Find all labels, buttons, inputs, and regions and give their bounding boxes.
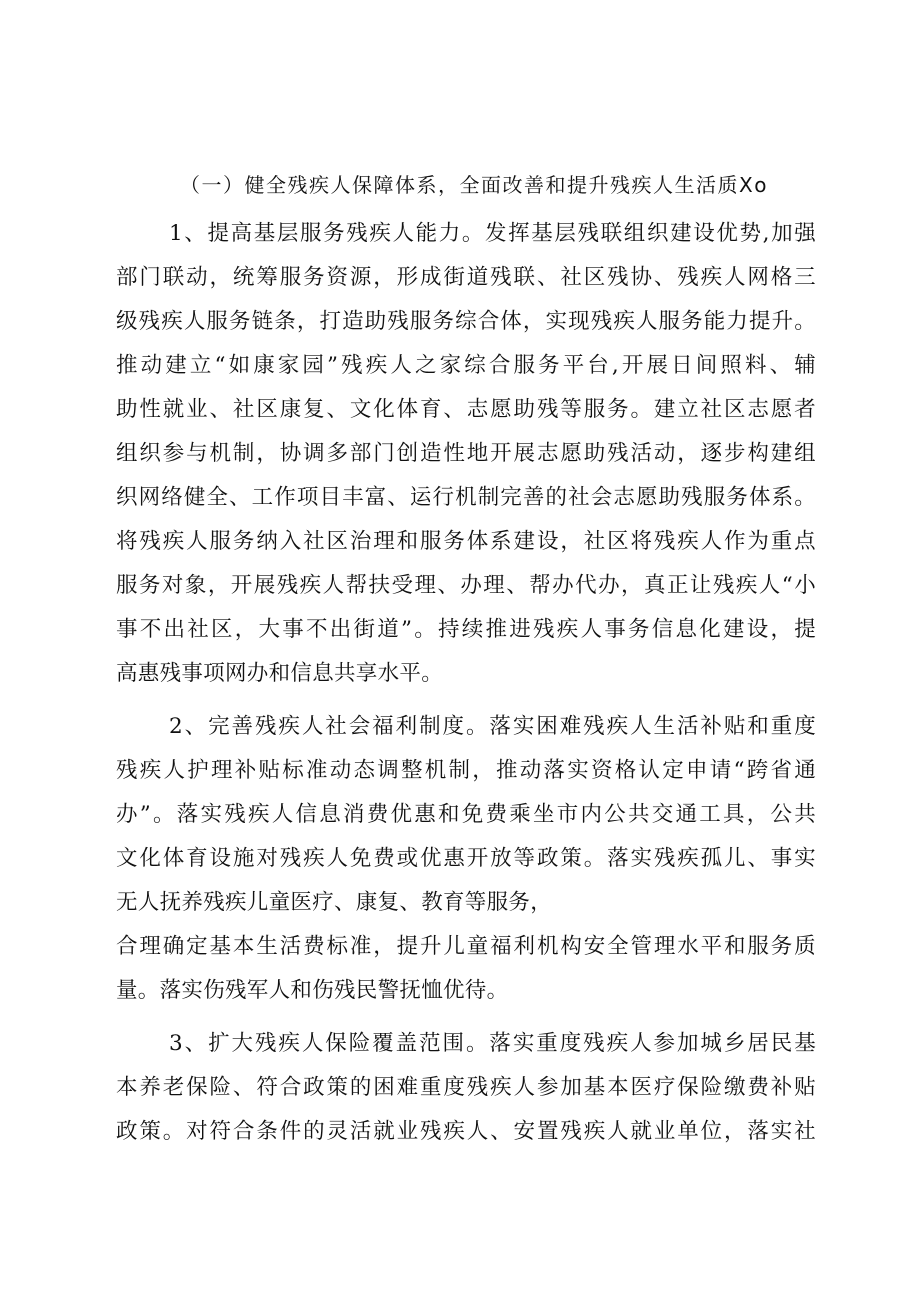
body-text: [116, 212, 816, 1163]
text-line: 1、提高基层服务残疾人能力。发挥基层残联组织建设优势,加强: [169, 221, 816, 246]
paragraph-1: [116, 212, 816, 696]
text-line: 级残疾人服务链条，打造助残服务综合体，实现残疾人服务能力提升。: [116, 309, 816, 334]
text-line: 3、扩大残疾人保险覆盖范围。落实重度残疾人参加城乡居民基: [169, 1031, 816, 1056]
text-line: 织网络健全、工作项目丰富、运行机制完善的社会志愿助残服务体系。: [116, 485, 816, 510]
text-line: 服务对象，开展残疾人帮扶受理、办理、帮办代办，真正让残疾人“小: [116, 573, 816, 598]
text-line: 将残疾人服务纳入社区治理和服务体系建设，社区将残疾人作为重点: [116, 529, 816, 554]
text-line: 2、完善残疾人社会福利制度。落实困难残疾人生活补贴和重度: [169, 714, 816, 739]
section-heading: （一）健全残疾人保障体系，全面改善和提升残疾人生活质Xo: [180, 173, 768, 197]
text-line: 本养老保险、符合政策的困难重度残疾人参加基本医疗保险缴费补贴: [116, 1075, 816, 1100]
text-line: 部门联动，统筹服务资源，形成街道残联、社区残协、残疾人网格三: [116, 265, 816, 290]
text-line: 办”。落实残疾人信息消费优惠和免费乘坐市内公共交通工具，公共: [116, 802, 816, 827]
text-line: 无人抚养残疾儿童医疗、康复、教育等服务，: [116, 890, 553, 915]
text-line: 残疾人护理补贴标准动态调整机制，推动落实资格认定申请“跨省通: [116, 758, 816, 783]
text-line: 政策。对符合条件的灵活就业残疾人、安置残疾人就业单位，落实社: [116, 1119, 816, 1144]
text-line: 量。落实伤残军人和伤残民警抚恤优待。: [116, 978, 509, 1003]
text-line: 事不出社区，大事不出街道”。持续推进残疾人事务信息化建设，提: [116, 617, 816, 642]
text-line: 组织参与机制，协调多部门创造性地开展志愿助残活动，逐步构建组: [116, 441, 816, 466]
text-line: 文化体育设施对残疾人免费或优惠开放等政策。落实残疾孤儿、事实: [116, 846, 816, 871]
text-line: 推动建立“如康家园”残疾人之家综合服务平台,开展日间照料、辅: [116, 353, 816, 378]
text-line: 助性就业、社区康复、文化体育、志愿助残等服务。建立社区志愿者: [116, 397, 816, 422]
text-line: 高惠残事项网办和信息共享水平。: [116, 661, 444, 686]
paragraph-2: [116, 705, 816, 1013]
paragraph-3: [116, 1022, 816, 1154]
text-line: 合理确定基本生活费标准，提升儿童福利机构安全管理水平和服务质: [116, 934, 816, 959]
